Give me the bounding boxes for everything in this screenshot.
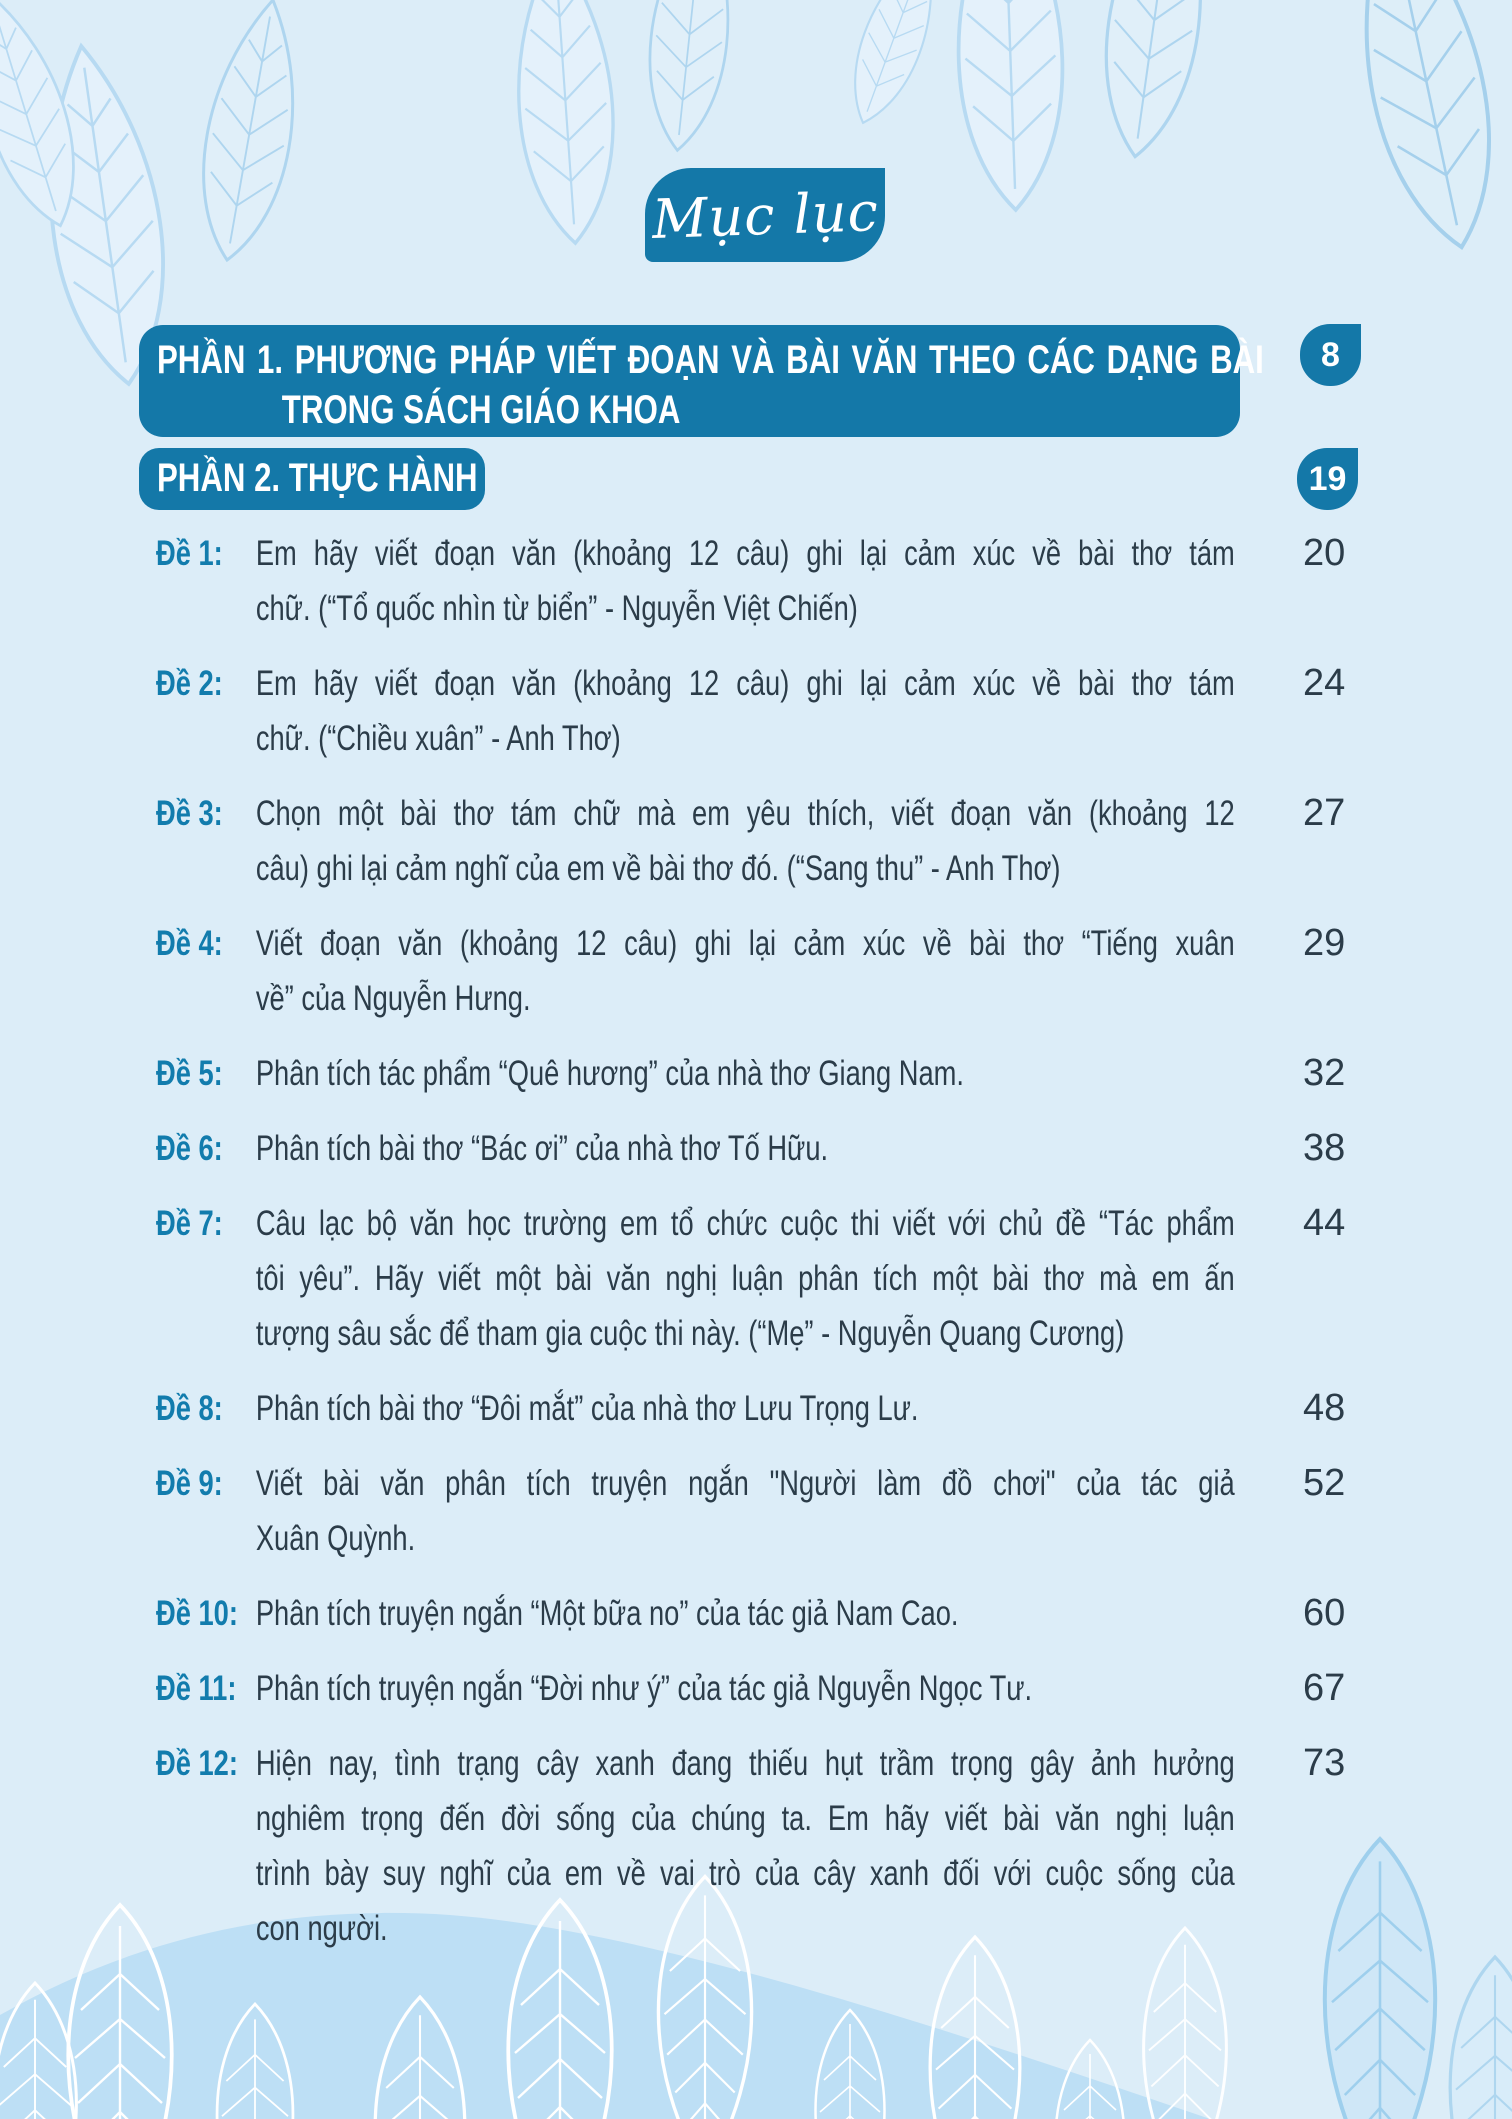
- toc-item-page: 73: [1303, 1742, 1346, 1784]
- toc-item-text-line: Phân tích tác phẩm “Quê hương” của nhà thơ Giang Nam.: [255, 1054, 964, 1093]
- toc-item-label: Đề 5:: [156, 1054, 223, 1093]
- part1-title-line1: PHẦN 1. PHƯƠNG PHÁP VIẾT ĐOẠN VÀ BÀI VĂN THEO CÁC DẠNG BÀI: [157, 338, 1264, 382]
- toc-item-page: 44: [1303, 1202, 1346, 1244]
- toc-item: [156, 916, 1466, 1026]
- toc-item-text-line: trình bày suy nghĩ của em về vai trò của cây xanh đối với cuộc sống của: [255, 1854, 1235, 1893]
- toc-item-text-line: Phân tích bài thơ “Đôi mắt” của nhà thơ Lưu Trọng Lư.: [255, 1389, 919, 1428]
- toc-item: [156, 1196, 1466, 1361]
- toc-item-text-line: Phân tích truyện ngắn “Một bữa no” của tác giả Nam Cao.: [255, 1594, 959, 1633]
- toc-item-text-line: chữ. (“Tổ quốc nhìn từ biển” - Nguyễn Việt Chiến): [255, 589, 858, 628]
- toc-item-label: Đề 10:: [156, 1594, 238, 1633]
- toc-item-page: 60: [1303, 1592, 1346, 1634]
- toc-item-page: 52: [1303, 1462, 1346, 1504]
- toc-item-page: 32: [1303, 1052, 1346, 1094]
- toc-item-text-line: Xuân Quỳnh.: [255, 1519, 416, 1558]
- toc-item-label: Đề 2:: [156, 664, 223, 703]
- toc-item-page: 67: [1303, 1667, 1346, 1709]
- toc-item: [156, 786, 1466, 896]
- toc-item-text-line: Phân tích truyện ngắn “Đời như ý” của tác giả Nguyễn Ngọc Tư.: [255, 1669, 1033, 1708]
- toc-item-label: Đề 11:: [156, 1669, 237, 1708]
- toc-item-label: Đề 12:: [156, 1744, 238, 1783]
- toc-item-page: 38: [1303, 1127, 1346, 1169]
- toc-item-text-line: câu) ghi lại cảm nghĩ của em về bài thơ đó. (“Sang thu” - Anh Thơ): [255, 849, 1061, 888]
- toc-item-label: Đề 1:: [156, 534, 223, 573]
- toc-item-text-line: Em hãy viết đoạn văn (khoảng 12 câu) ghi lại cảm xúc về bài thơ tám: [255, 664, 1235, 703]
- toc-item-text-line: về” của Nguyễn Hưng.: [255, 979, 531, 1018]
- toc-item-text-line: Chọn một bài thơ tám chữ mà em yêu thích, viết đoạn văn (khoảng 12: [255, 794, 1235, 833]
- toc-item-text-line: Viết bài văn phân tích truyện ngắn "Người làm đồ chơi" của tác giả: [255, 1464, 1235, 1503]
- toc-title: Mục lục: [650, 179, 880, 251]
- part1-title-line2: TRONG SÁCH GIÁO KHOA: [281, 388, 681, 432]
- toc-item: [156, 1456, 1466, 1566]
- toc-item-text-line: Em hãy viết đoạn văn (khoảng 12 câu) ghi lại cảm xúc về bài thơ tám: [255, 534, 1235, 573]
- part2-title: PHẦN 2. THỰC HÀNH: [157, 456, 478, 500]
- toc-list: [156, 526, 1466, 1976]
- part2-header: [139, 448, 485, 510]
- toc-item: [156, 1736, 1466, 1956]
- toc-title-box: [645, 168, 885, 262]
- toc-item-text-line: Hiện nay, tình trạng cây xanh đang thiếu hụt trầm trọng gây ảnh hưởng: [255, 1744, 1235, 1783]
- toc-item-text-line: tượng sâu sắc để tham gia cuộc thi này. (“Mẹ” - Nguyễn Quang Cương): [255, 1314, 1125, 1353]
- toc-item-page: 48: [1303, 1387, 1346, 1429]
- toc-item-label: Đề 8:: [156, 1389, 223, 1428]
- toc-item-text-line: Câu lạc bộ văn học trường em tổ chức cuộc thi viết với chủ đề “Tác phẩm: [255, 1204, 1235, 1243]
- toc-item-label: Đề 9:: [156, 1464, 223, 1503]
- toc-item-text-line: tôi yêu”. Hãy viết một bài văn nghị luận phân tích một bài thơ mà em ấn: [255, 1259, 1235, 1298]
- toc-item-text-line: con người.: [255, 1909, 388, 1948]
- toc-item-text-line: Phân tích bài thơ “Bác ơi” của nhà thơ Tố Hữu.: [255, 1129, 829, 1168]
- toc-item: [156, 1121, 1466, 1176]
- toc-item-label: Đề 6:: [156, 1129, 223, 1168]
- part2-page-badge: 19: [1297, 448, 1358, 510]
- toc-item-page: 27: [1303, 792, 1346, 834]
- toc-item: [156, 1661, 1466, 1716]
- part1-header: [139, 325, 1264, 437]
- toc-item-page: 20: [1303, 532, 1346, 574]
- toc-item-text-line: chữ. (“Chiều xuân” - Anh Thơ): [255, 719, 621, 758]
- toc-item: [156, 1586, 1466, 1641]
- toc-item-label: Đề 3:: [156, 794, 223, 833]
- toc-item-label: Đề 4:: [156, 924, 223, 963]
- toc-item: [156, 526, 1466, 636]
- toc-item: [156, 1381, 1466, 1436]
- toc-item-page: 24: [1303, 662, 1346, 704]
- toc-item: [156, 656, 1466, 766]
- toc-item: [156, 1046, 1466, 1101]
- toc-item-text-line: nghiêm trọng đến đời sống của chúng ta. Em hãy viết bài văn nghị luận: [255, 1799, 1235, 1838]
- toc-item-label: Đề 7:: [156, 1204, 223, 1243]
- part1-page-badge: 8: [1300, 324, 1361, 386]
- toc-item-page: 29: [1303, 922, 1346, 964]
- toc-item-text-line: Viết đoạn văn (khoảng 12 câu) ghi lại cảm xúc về bài thơ “Tiếng xuân: [255, 924, 1235, 963]
